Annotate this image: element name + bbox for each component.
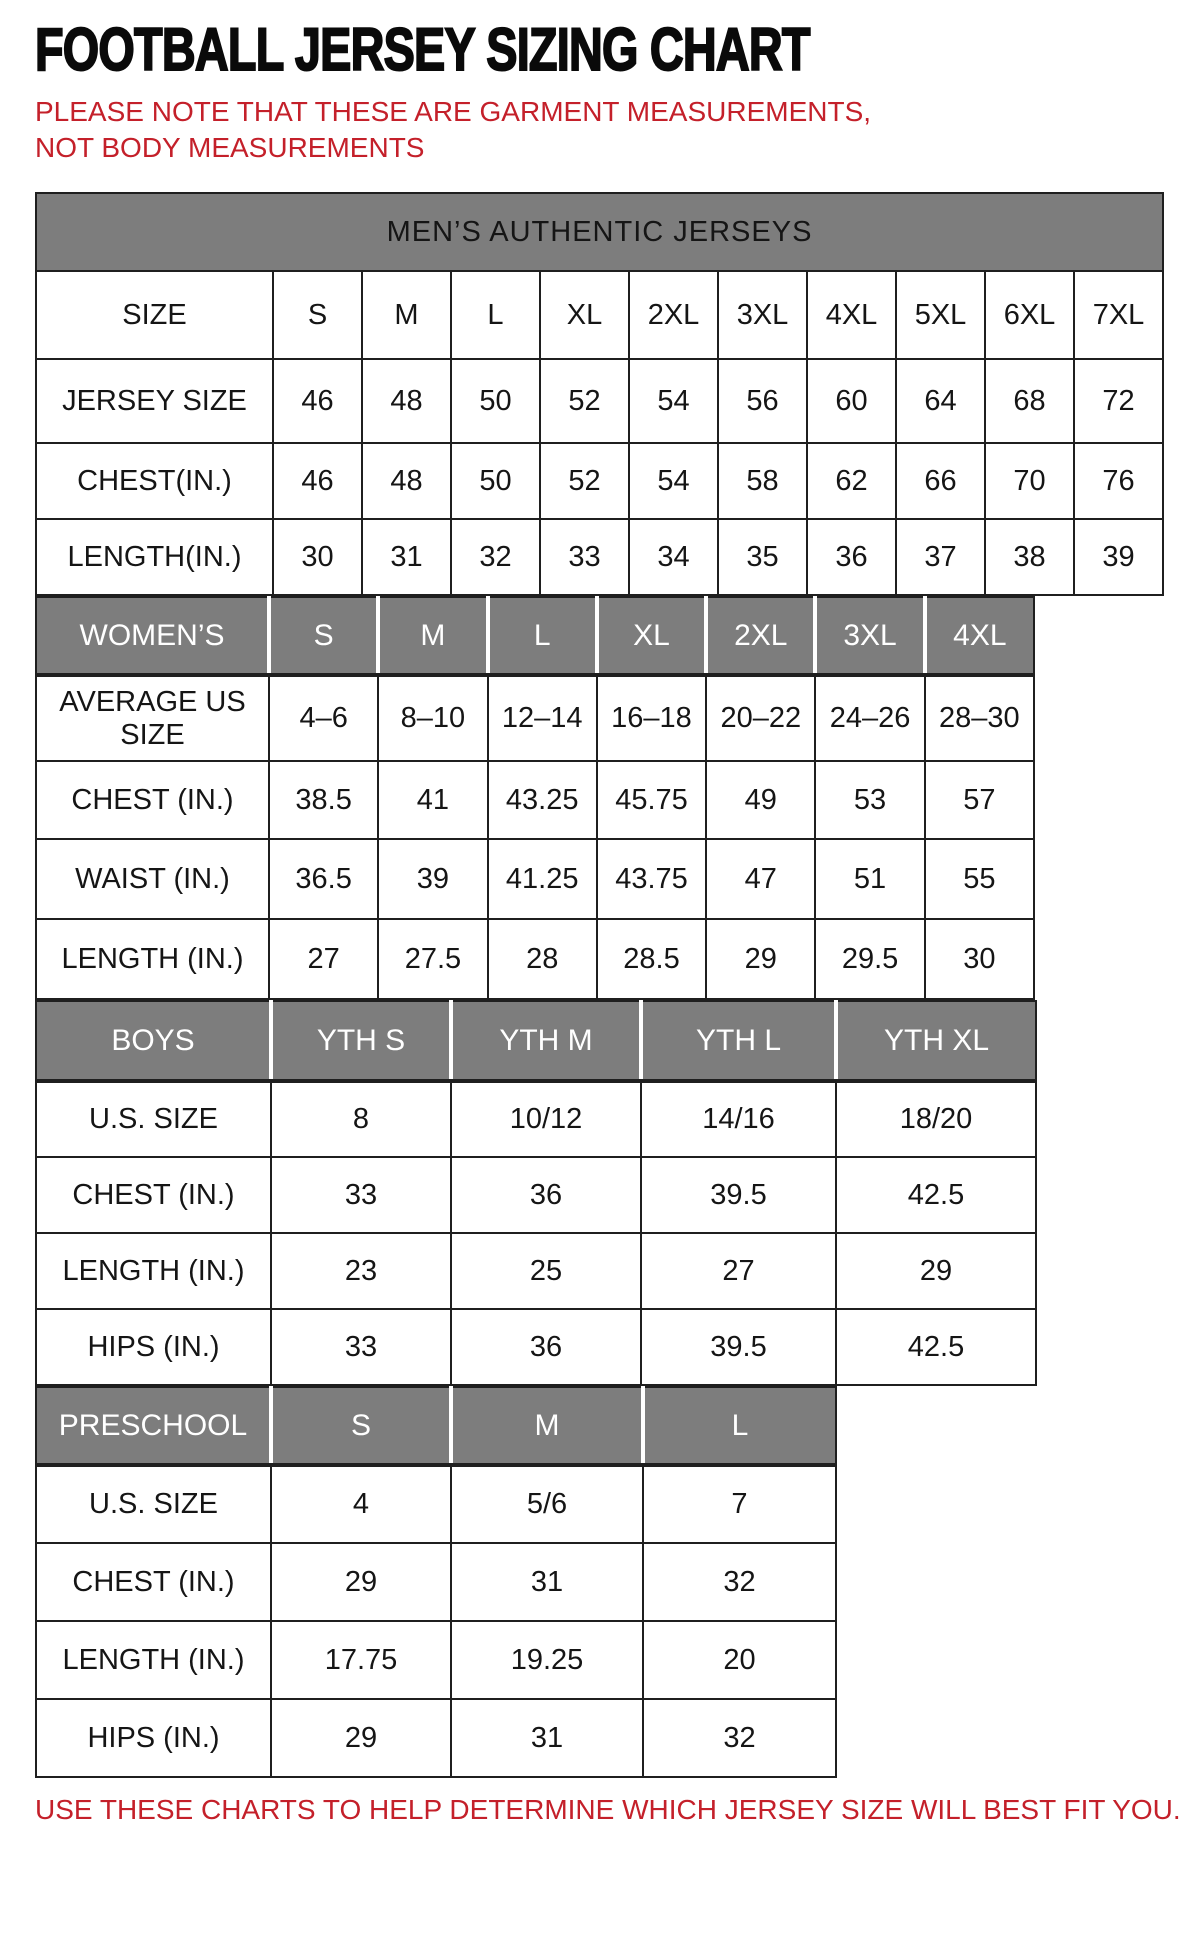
value-cell: 47 (706, 839, 815, 919)
value-cell: 4 (271, 1465, 451, 1543)
value-cell: 34 (629, 519, 718, 595)
value-cell: 39.5 (641, 1309, 836, 1385)
value-cell: 25 (451, 1233, 641, 1309)
value-cell: 10/12 (451, 1081, 641, 1157)
value-cell: 32 (451, 519, 540, 595)
boys-header-row (36, 1001, 1036, 1081)
value-cell: M (362, 271, 451, 359)
row-label-cell: CHEST (IN.) (36, 761, 269, 839)
value-cell: 14/16 (641, 1081, 836, 1157)
table-header-label: BOYS (36, 1001, 271, 1081)
value-cell: 19.25 (451, 1621, 643, 1699)
value-cell: 52 (540, 443, 629, 519)
size-header-cell: S (269, 597, 378, 675)
size-header-cell: 2XL (706, 597, 815, 675)
size-header-cell: 4XL (925, 597, 1034, 675)
row-label-cell: HIPS (IN.) (36, 1309, 271, 1385)
preschool-jerseys-table (35, 1386, 837, 1778)
womens-header-row (36, 597, 1034, 675)
value-cell: 50 (451, 443, 540, 519)
row-label-cell: U.S. SIZE (36, 1465, 271, 1543)
value-cell: 62 (807, 443, 896, 519)
value-cell: 53 (815, 761, 924, 839)
page-title-text: FOOTBALL JERSEY SIZING CHART (35, 16, 810, 83)
value-cell: 50 (451, 359, 540, 443)
value-cell: 36 (807, 519, 896, 595)
value-cell: 46 (273, 359, 362, 443)
table-row (36, 1081, 1036, 1157)
value-cell: 29 (271, 1543, 451, 1621)
value-cell: 35 (718, 519, 807, 595)
value-cell: 51 (815, 839, 924, 919)
size-header-cell: YTH M (451, 1001, 641, 1081)
value-cell: 42.5 (836, 1157, 1036, 1233)
preschool-header-row (36, 1387, 836, 1465)
value-cell: 28.5 (597, 919, 706, 999)
value-cell: 60 (807, 359, 896, 443)
value-cell: 39.5 (641, 1157, 836, 1233)
value-cell: S (273, 271, 362, 359)
value-cell: 46 (273, 443, 362, 519)
value-cell: 3XL (718, 271, 807, 359)
row-label-cell: JERSEY SIZE (36, 359, 273, 443)
value-cell: 18/20 (836, 1081, 1036, 1157)
page-title (35, 16, 1200, 84)
value-cell: 68 (985, 359, 1074, 443)
table-row (36, 1543, 836, 1621)
value-cell: 54 (629, 359, 718, 443)
value-cell: 7 (643, 1465, 836, 1543)
size-header-cell: M (378, 597, 487, 675)
value-cell: 24–26 (815, 675, 924, 761)
value-cell: 29 (706, 919, 815, 999)
womens-jerseys-table (35, 596, 1035, 1000)
row-label-cell: LENGTH (IN.) (36, 1233, 271, 1309)
table-row (36, 761, 1034, 839)
value-cell: 12–14 (488, 675, 597, 761)
size-header-cell: YTH XL (836, 1001, 1036, 1081)
size-header-cell: YTH S (271, 1001, 451, 1081)
value-cell: 30 (925, 919, 1034, 999)
value-cell: 32 (643, 1543, 836, 1621)
mens-authentic-jerseys-table (35, 192, 1164, 596)
value-cell: 5XL (896, 271, 985, 359)
value-cell: 48 (362, 359, 451, 443)
row-label-cell: CHEST (IN.) (36, 1543, 271, 1621)
value-cell: 41.25 (488, 839, 597, 919)
value-cell: 39 (378, 839, 487, 919)
mens-banner-row (36, 193, 1163, 271)
value-cell: 38.5 (269, 761, 378, 839)
table-row (36, 1699, 836, 1777)
value-cell: 7XL (1074, 271, 1163, 359)
size-header-cell: XL (597, 597, 706, 675)
value-cell: 4XL (807, 271, 896, 359)
value-cell: 55 (925, 839, 1034, 919)
value-cell: 32 (643, 1699, 836, 1777)
size-header-cell: S (271, 1387, 451, 1465)
table-row (36, 1465, 836, 1543)
table-header-label: PRESCHOOL (36, 1387, 271, 1465)
value-cell: 56 (718, 359, 807, 443)
value-cell: 70 (985, 443, 1074, 519)
value-cell: 49 (706, 761, 815, 839)
value-cell: 57 (925, 761, 1034, 839)
value-cell: 27 (269, 919, 378, 999)
row-label-cell: U.S. SIZE (36, 1081, 271, 1157)
row-label-cell: LENGTH (IN.) (36, 1621, 271, 1699)
size-header-cell: YTH L (641, 1001, 836, 1081)
table-row (36, 359, 1163, 443)
value-cell: 23 (271, 1233, 451, 1309)
value-cell: 5/6 (451, 1465, 643, 1543)
fit-advice-footer: USE THESE CHARTS TO HELP DETERMINE WHICH JERSEY SIZE WILL BEST FIT YOU. (35, 1794, 1181, 1825)
row-label-cell: AVERAGE US SIZE (36, 675, 269, 761)
value-cell: 8–10 (378, 675, 487, 761)
row-label-cell: LENGTH(IN.) (36, 519, 273, 595)
value-cell: 29.5 (815, 919, 924, 999)
value-cell: 31 (451, 1543, 643, 1621)
table-row (36, 271, 1163, 359)
boys-jerseys-table (35, 1000, 1037, 1386)
value-cell: 52 (540, 359, 629, 443)
value-cell: 54 (629, 443, 718, 519)
value-cell: 33 (271, 1157, 451, 1233)
value-cell: 41 (378, 761, 487, 839)
value-cell: 8 (271, 1081, 451, 1157)
table-header-label: WOMEN’S (36, 597, 269, 675)
table-row (36, 519, 1163, 595)
value-cell: 33 (271, 1309, 451, 1385)
value-cell: 30 (273, 519, 362, 595)
value-cell: 31 (451, 1699, 643, 1777)
value-cell: 29 (271, 1699, 451, 1777)
value-cell: 48 (362, 443, 451, 519)
size-header-cell: M (451, 1387, 643, 1465)
table-row (36, 1233, 1036, 1309)
value-cell: 37 (896, 519, 985, 595)
garment-measurements-note: PLEASE NOTE THAT THESE ARE GARMENT MEASUREMENTS, NOT BODY MEASUREMENTS (35, 96, 872, 163)
value-cell: 27.5 (378, 919, 487, 999)
table-row (36, 675, 1034, 761)
mens-table-banner: MEN’S AUTHENTIC JERSEYS (36, 193, 1163, 271)
value-cell: 20–22 (706, 675, 815, 761)
value-cell: 36.5 (269, 839, 378, 919)
value-cell: 43.25 (488, 761, 597, 839)
value-cell: 20 (643, 1621, 836, 1699)
row-label-cell: SIZE (36, 271, 273, 359)
size-header-cell: L (643, 1387, 836, 1465)
table-row (36, 1309, 1036, 1385)
table-row (36, 839, 1034, 919)
value-cell: 33 (540, 519, 629, 595)
value-cell: 16–18 (597, 675, 706, 761)
value-cell: 6XL (985, 271, 1074, 359)
value-cell: 42.5 (836, 1309, 1036, 1385)
value-cell: 28 (488, 919, 597, 999)
value-cell: 31 (362, 519, 451, 595)
value-cell: 27 (641, 1233, 836, 1309)
table-row (36, 1621, 836, 1699)
value-cell: 17.75 (271, 1621, 451, 1699)
size-header-cell: 3XL (815, 597, 924, 675)
value-cell: 45.75 (597, 761, 706, 839)
value-cell: 36 (451, 1157, 641, 1233)
value-cell: 72 (1074, 359, 1163, 443)
value-cell: 38 (985, 519, 1074, 595)
value-cell: 43.75 (597, 839, 706, 919)
value-cell: 2XL (629, 271, 718, 359)
size-header-cell: L (488, 597, 597, 675)
row-label-cell: LENGTH (IN.) (36, 919, 269, 999)
value-cell: 4–6 (269, 675, 378, 761)
value-cell: XL (540, 271, 629, 359)
table-row (36, 919, 1034, 999)
value-cell: 76 (1074, 443, 1163, 519)
value-cell: 58 (718, 443, 807, 519)
value-cell: 64 (896, 359, 985, 443)
table-row (36, 443, 1163, 519)
value-cell: 36 (451, 1309, 641, 1385)
value-cell: L (451, 271, 540, 359)
value-cell: 39 (1074, 519, 1163, 595)
row-label-cell: CHEST (IN.) (36, 1157, 271, 1233)
row-label-cell: HIPS (IN.) (36, 1699, 271, 1777)
value-cell: 28–30 (925, 675, 1034, 761)
table-row (36, 1157, 1036, 1233)
value-cell: 66 (896, 443, 985, 519)
row-label-cell: WAIST (IN.) (36, 839, 269, 919)
row-label-cell: CHEST(IN.) (36, 443, 273, 519)
value-cell: 29 (836, 1233, 1036, 1309)
